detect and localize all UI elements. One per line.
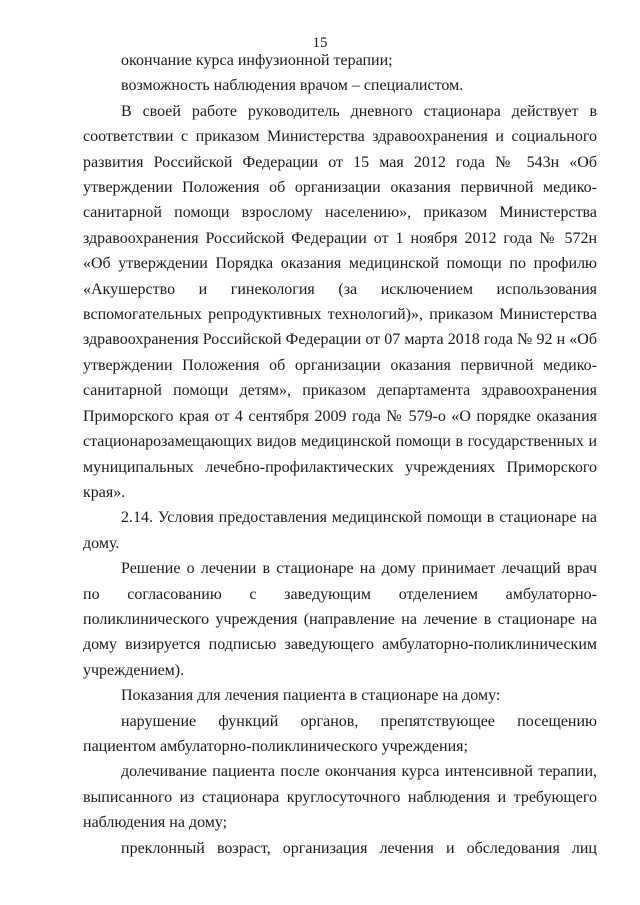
document-body (83, 48, 597, 861)
paragraph-organ-dysfunction: нарушение функций органов, препятствующее посещению пациентом амбулаторно-поликлинического учреждения; (83, 712, 597, 755)
page-number: 15 (312, 35, 328, 51)
paragraph-aftercare: долечивание пациента после окончания курса интенсивной терапии, выписанного из стационара круглосуточного наблюдения и требующего наблюдения на дому; (83, 763, 597, 832)
paragraph-home-hospital-decision: Решение о лечении в стационаре на дому принимает лечащий врач по согласованию с заведующим отделением амбулаторно-поликлинического учреждения (направление на лечение в стационаре на дому визируется подписью заведующего амбулаторно-поликлиническим учреждением). (83, 560, 597, 679)
paragraph-advanced-age: преклонный возраст, организация лечения и обследования лиц (121, 839, 597, 857)
paragraph-indications-heading: Показания для лечения пациента в стационаре на дому: (121, 687, 501, 705)
paragraph-infusion-end: окончание курса инфузионной терапии; (121, 52, 393, 69)
paragraph-specialist-observation: возможность наблюдения врачом – специалистом. (121, 77, 464, 95)
paragraph-orders: В своей работе руководитель дневного стационара действует в соответствии с приказом Министерства здравоохранения и социального развития Российской Федерации от 15 мая 2012 года № 543н «Об утверждении Положения об организации оказания первичной медико-санитарной помощи взрослому населению», приказом Министерства здравоохранения Российской Федерации от 1 ноября 2012 года № 572н «Об утверждении Порядка оказания медицинской помощи по профилю «Акушерство и гинекология (за исключением использования вспомогательных репродуктивных технологий)», приказом Министерства здравоохранения Российской Федерации от 07 марта 2018 года № 92 н «Об утверждении Положения об организации оказания первичной медико-санитарной помощи детям», приказом департамента здравоохранения Приморского края от 4 сентября 2009 года № 579-о «О порядке оказания стационарозамещающих видов медицинской помощи в государственных и муниципальных лечебно-профилактических учреждениях Приморского края». (83, 102, 597, 501)
paragraph-section-2-14: 2.14. Условия предоставления медицинской помощи в стационаре на дому. (83, 509, 597, 552)
